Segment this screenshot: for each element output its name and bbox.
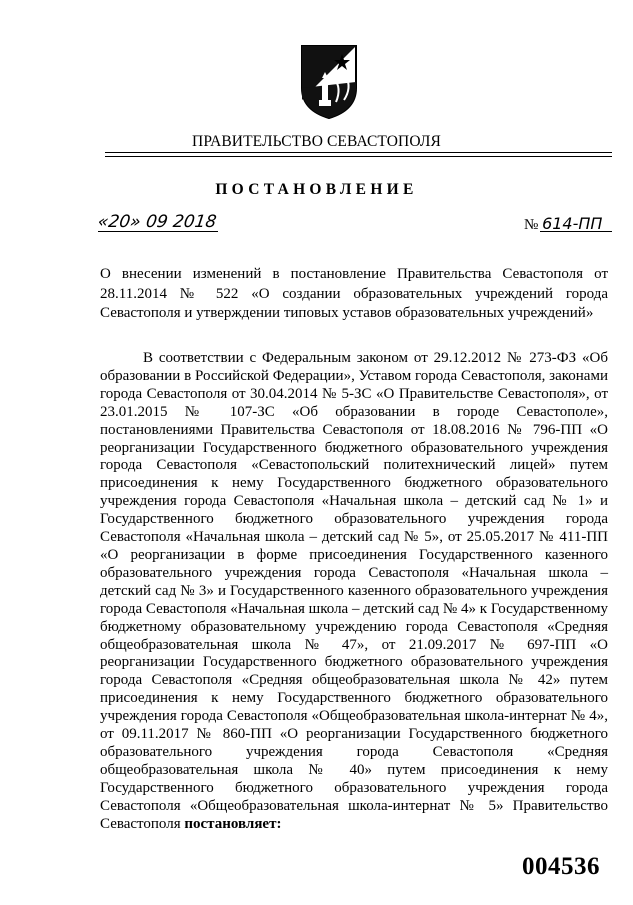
date-underline <box>98 231 218 232</box>
body-closing: постановляет: <box>184 815 282 832</box>
sevastopol-coat-of-arms-icon <box>298 42 360 120</box>
handwritten-date: «20» 09 2018 <box>96 212 218 232</box>
number-prefix: № <box>524 217 539 233</box>
government-name: ПРАВИТЕЛЬСТВО СЕВАСТОПОЛЯ <box>192 133 441 150</box>
stamp-number: 004536 <box>522 853 600 880</box>
header-rule <box>105 152 612 153</box>
body-text: В соответствии с Федеральным законом от 29.12.2012 № 273-ФЗ «Об образовании в Российской Федерации», Уставом города Севастополя, законами города Севастополя от 30.04.2014 № 5-ЗС «О Правительстве Севастополя», от 23.01.2015 № 107-ЗС «Об образовании в городе Севастополе», постановлениями Правительства Севастополя от 18.08.2016 № 796-ПП «О реорганизации Государственного бюджетного образовательного учреждения города Севастополя «Севастопольский политехнический лицей» путем присоединения к нему Государственного бюджетного образовательного учреждения города Севастополя «Начальная школа – детский сад № 1» и Государственного бюджетного образовательного учреждения города Севастополя «Начальная школа – детский сад № 5», от 25.05.2017 № 411-ПП «О реорганизации в форме присоединения Государственного казенного образовательного учреждения города Севастополя «Начальная школа – детский сад № 3» и Государственного казенного образовательного учреждения города Севастополя «Начальная школа – детский сад № 4» к Государственному бюджетному образовательному учреждению города Севастополя «Средняя общеобразовательная школа № 47», от 21.09.2017 № 697-ПП «О реорганизации Государственного бюджетного образовательного учреждения города Севастополя «Средняя общеобразовательная школа № 42» путем присоединения к нему Государственного бюджетного образовательного учреждения города Севастополя «Общеобразовательная школа-интернат № 4», от 09.11.2017 № 860-ПП «О реорганизации Государственного бюджетного образовательного учреждения города Севастополя «Средняя общеобразовательная школа № 40» путем присоединения к нему Государственного бюджетного образовательного учреждения города Севастополя «Общеобразовательная школа-интернат № 5» Правительство Севастополя <box>100 350 608 832</box>
handwritten-number: 614-ПП <box>542 214 603 233</box>
number-underline <box>540 231 612 232</box>
document-body <box>100 350 608 833</box>
header-rule-thin <box>105 156 612 157</box>
document-type: ПОСТАНОВЛЕНИЕ <box>215 181 418 198</box>
document-subject: О внесении изменений в постановление Правительства Севастополя от 28.11.2014 № 522 «О создании образовательных учреждений города Севастополя и утверждении типовых уставов образовательных учреждений» <box>100 266 608 321</box>
